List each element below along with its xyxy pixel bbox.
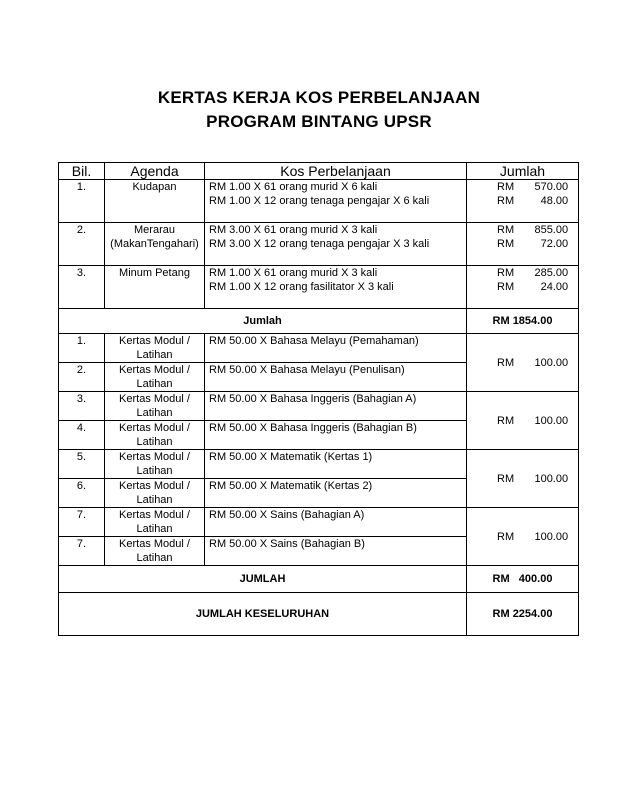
amount-value: 24.00 bbox=[540, 281, 569, 293]
agenda-text: Latihan bbox=[136, 378, 173, 390]
currency-label: RM bbox=[497, 530, 515, 543]
row-number: 2. bbox=[59, 223, 105, 266]
agenda-cell bbox=[105, 334, 205, 363]
row-number: 1. bbox=[59, 180, 105, 223]
row-number: 4. bbox=[59, 421, 105, 450]
currency-label: RM bbox=[497, 195, 515, 207]
cost-cell: RM 50.00 X Bahasa Inggeris (Bahagian B) bbox=[205, 421, 467, 450]
cost-line: RM 3.00 X 12 orang tenaga pengajar X 3 kali bbox=[209, 238, 430, 250]
expense-table bbox=[58, 162, 579, 636]
amount-cell bbox=[467, 266, 579, 309]
cost-line: RM 3.00 X 61 orang murid X 3 kali bbox=[209, 224, 378, 236]
amount-value: 100.00 bbox=[534, 472, 569, 485]
agenda-cell bbox=[105, 363, 205, 392]
amount-value: 100.00 bbox=[534, 414, 569, 427]
currency-label: RM bbox=[497, 224, 515, 236]
cost-cell: RM 50.00 X Sains (Bahagian B) bbox=[205, 537, 467, 566]
cost-line: RM 1.00 X 12 orang tenaga pengajar X 6 kali bbox=[209, 195, 430, 207]
agenda-cell bbox=[105, 392, 205, 421]
header-row bbox=[59, 163, 579, 180]
row-number: 6. bbox=[59, 479, 105, 508]
agenda-cell bbox=[105, 266, 205, 309]
agenda-text: Kertas Modul / bbox=[119, 451, 190, 463]
cost-cell bbox=[205, 180, 467, 223]
amount-value: 100.00 bbox=[534, 530, 569, 543]
currency-label: RM bbox=[497, 472, 515, 485]
cost-cell: RM 50.00 X Bahasa Melayu (Penulisan) bbox=[205, 363, 467, 392]
agenda-text: Kertas Modul / bbox=[119, 538, 190, 550]
row-number: 7. bbox=[59, 508, 105, 537]
document-subtitle: PROGRAM BINTANG UPSR bbox=[206, 112, 432, 131]
amount-value: 100.00 bbox=[534, 356, 569, 369]
agenda-text: Merarau bbox=[134, 224, 175, 236]
agenda-text: Latihan bbox=[136, 494, 173, 506]
cost-cell bbox=[205, 223, 467, 266]
header-jumlah: Jumlah bbox=[467, 163, 579, 180]
header-kos: Kos Perbelanjaan bbox=[205, 163, 467, 180]
table-row bbox=[59, 392, 579, 421]
cost-cell: RM 50.00 X Matematik (Kertas 1) bbox=[205, 450, 467, 479]
grand-total-value: RM 2254.00 bbox=[467, 593, 579, 636]
agenda-cell bbox=[105, 537, 205, 566]
agenda-text: Kudapan bbox=[132, 181, 177, 193]
row-number: 1. bbox=[59, 334, 105, 363]
table-row bbox=[59, 180, 579, 223]
currency-label: RM bbox=[497, 281, 515, 293]
agenda-text: Latihan bbox=[136, 523, 173, 535]
currency-label: RM bbox=[497, 414, 515, 427]
agenda-text: Kertas Modul / bbox=[119, 364, 190, 376]
cost-cell bbox=[205, 266, 467, 309]
document-title: KERTAS KERJA KOS PERBELANJAAN bbox=[157, 88, 481, 107]
grand-total-row bbox=[59, 593, 579, 636]
cost-cell: RM 50.00 X Bahasa Melayu (Pemahaman) bbox=[205, 334, 467, 363]
amount-cell bbox=[467, 392, 579, 450]
cost-cell: RM 50.00 X Matematik (Kertas 2) bbox=[205, 479, 467, 508]
cost-cell: RM 50.00 X Bahasa Inggeris (Bahagian A) bbox=[205, 392, 467, 421]
table-row bbox=[59, 334, 579, 363]
agenda-cell bbox=[105, 479, 205, 508]
table-row bbox=[59, 266, 579, 309]
header-agenda: Agenda bbox=[105, 163, 205, 180]
header-bil: Bil. bbox=[59, 163, 105, 180]
cost-line: RM 1.00 X 61 orang murid X 3 kali bbox=[209, 267, 378, 279]
agenda-cell bbox=[105, 180, 205, 223]
agenda-text: Kertas Modul / bbox=[119, 509, 190, 521]
table-row bbox=[59, 508, 579, 537]
currency-label: RM bbox=[497, 267, 515, 279]
agenda-text: Kertas Modul / bbox=[119, 422, 190, 434]
subtotal-label: JUMLAH bbox=[59, 566, 467, 593]
row-number: 5. bbox=[59, 450, 105, 479]
amount-value: 855.00 bbox=[534, 224, 569, 236]
currency-label: RM bbox=[497, 238, 515, 250]
agenda-text: Minum Petang bbox=[119, 267, 190, 279]
table-row bbox=[59, 450, 579, 479]
subtotal-label: Jumlah bbox=[59, 309, 467, 334]
amount-value: 72.00 bbox=[540, 238, 569, 250]
row-number: 3. bbox=[59, 266, 105, 309]
table-row bbox=[59, 223, 579, 266]
subtotal-value: RM 1854.00 bbox=[467, 309, 579, 334]
amount-cell bbox=[467, 223, 579, 266]
agenda-text: Latihan bbox=[136, 436, 173, 448]
grand-total-label: JUMLAH KESELURUHAN bbox=[59, 593, 467, 636]
subtotal-row bbox=[59, 566, 579, 593]
amount-value: 48.00 bbox=[540, 195, 569, 207]
cost-line: RM 1.00 X 61 orang murid X 6 kali bbox=[209, 181, 378, 193]
agenda-text: Kertas Modul / bbox=[119, 480, 190, 492]
agenda-cell bbox=[105, 508, 205, 537]
agenda-text: Kertas Modul / bbox=[119, 335, 190, 347]
agenda-text: Kertas Modul / bbox=[119, 393, 190, 405]
row-number: 3. bbox=[59, 392, 105, 421]
agenda-text: Latihan bbox=[136, 552, 173, 564]
subtotal-value: RM 400.00 bbox=[467, 566, 579, 593]
amount-value: 285.00 bbox=[534, 267, 569, 279]
row-number: 2. bbox=[59, 363, 105, 392]
agenda-cell bbox=[105, 450, 205, 479]
subtotal-row bbox=[59, 309, 579, 334]
cost-cell: RM 50.00 X Sains (Bahagian A) bbox=[205, 508, 467, 537]
amount-cell bbox=[467, 450, 579, 508]
agenda-cell bbox=[105, 223, 205, 266]
amount-value: 570.00 bbox=[534, 181, 569, 193]
currency-label: RM bbox=[497, 181, 515, 193]
cost-line: RM 1.00 X 12 orang fasilitator X 3 kali bbox=[209, 281, 394, 293]
agenda-text: (MakanTengahari) bbox=[110, 238, 199, 250]
agenda-text: Latihan bbox=[136, 349, 173, 361]
currency-label: RM bbox=[497, 356, 515, 369]
agenda-cell bbox=[105, 421, 205, 450]
amount-cell bbox=[467, 508, 579, 566]
amount-cell bbox=[467, 334, 579, 392]
amount-cell bbox=[467, 180, 579, 223]
agenda-text: Latihan bbox=[136, 465, 173, 477]
agenda-text: Latihan bbox=[136, 407, 173, 419]
row-number: 7. bbox=[59, 537, 105, 566]
